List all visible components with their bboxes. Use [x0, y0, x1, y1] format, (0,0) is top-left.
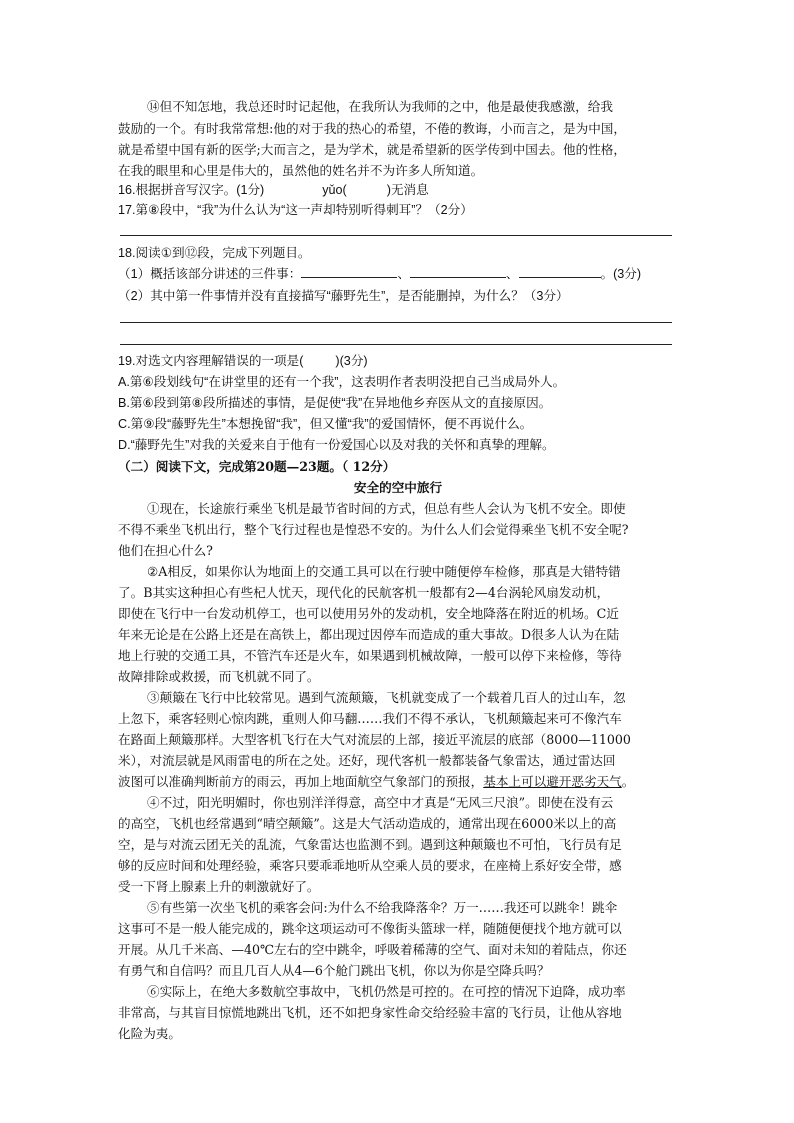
- article-p4-line-3: 空，是与对流云团无关的乱流，气象雷达也监测不到。遇到这种颠簸也不可怕，飞行员有足: [118, 837, 622, 852]
- article-p5-line-1: ⑤有些第一次坐飞机的乘客会问:为什么不给我降落伞？万一……我还可以跳伞！跳伞: [147, 900, 618, 915]
- article-title: 安全的空中旅行: [353, 480, 443, 495]
- separator: 、: [397, 267, 410, 281]
- article-p4-line-2: 的高空，飞机也经常遇到“晴空颠簸”。这是大气活动造成的，通常出现在6000米以上的高: [118, 816, 617, 831]
- article-p3-line-2: 上忽下，乘客轻则心惊肉跳，重则人仰马翻……我们不得不承认，飞机颠簸起来可不像汽车: [118, 711, 622, 726]
- answer-blank-18-1[interactable]: [301, 265, 397, 278]
- article-p2-line-5: 地上行驶的交通工具，不管汽车还是火车，如果遇到机械故障，一般可以停下来检修，等待: [118, 648, 622, 663]
- answer-blank-18-3[interactable]: [519, 265, 601, 278]
- underlined-sentence: 基本上可以避开恶劣天气: [483, 774, 622, 789]
- answer-line-17[interactable]: [120, 235, 672, 236]
- article-p4-line-5: 受一下肾上腺素上升的刺激就好了。: [118, 879, 320, 894]
- question-19-points: )(3分): [335, 354, 368, 368]
- article-p3-end: 。: [621, 774, 635, 789]
- article-p2-line-4: 年来无论是在公路上还是在高铁上，都出现过因停车而造成的重大事故。D很多人认为在陆: [118, 627, 620, 642]
- article-p3-line-5: [118, 772, 678, 791]
- article-p3-line-1: ③颠簸在飞行中比较常见。遇到气流颠簸，飞机就变成了一个载着几百人的过山车，忽: [147, 690, 626, 705]
- passage-p14-line-2: 鼓励的一个。有时我常常想:他的对于我的热心的希望，不倦的教诲，小而言之，是为中国，: [118, 121, 626, 136]
- article-p2-line-3: 即使在飞行中一台发动机停工，也可以使用另外的发动机，安全地降落在附近的机场。C近: [118, 606, 619, 621]
- question-16-text: 16.根据拼音写汉字。(1分): [118, 183, 265, 197]
- question-16-pinyin: yǔo(: [322, 183, 347, 197]
- answer-line-18-b[interactable]: [120, 344, 672, 345]
- article-p6-line-1: ⑥实际上，在绝大多数航空事故中，飞机仍然是可控的。在可控的情况下迫降，成功率: [147, 984, 626, 999]
- option-a: A.第⑥段划线句“在讲堂里的还有一个我”，这表明作者表明没把自己当成局外人。: [118, 375, 566, 389]
- passage-p14-line-1: ⑭但不知怎地，我总还时时记起他，在我所认为我师的之中，他是最使我感激，给我: [147, 99, 613, 114]
- question-18-sub1-prefix: （1）概括该部分讲述的三件事：: [118, 267, 302, 281]
- article-p6-line-3: 化险为夷。: [118, 1026, 181, 1041]
- article-p2-line-6: 故障排除或救援，而飞机就不同了。: [118, 669, 320, 684]
- article-p3-line-4: 米），对流层就是风雨雷电的所在之处。还好，现代客机一般都装备气象雷达，通过雷达回: [118, 753, 616, 768]
- article-p4-line-4: 够的反应时间和处理经验，乘客只要乖乖地听从空乘人员的要求，在座椅上系好安全带，感: [118, 858, 622, 873]
- question-19: [118, 352, 678, 371]
- question-16-suffix: )无消息: [386, 183, 429, 197]
- article-p1-line-3: 他们在担心什么?: [118, 543, 213, 558]
- question-19-stem: 19.对选文内容理解错误的一项是(: [118, 354, 304, 368]
- question-18-sub1-suffix: 。(3分): [600, 267, 642, 281]
- article-p4-line-1: ④不过，阳光明媚时，你也别洋洋得意，高空中才真是“无风三尺浪”。即使在没有云: [147, 795, 614, 810]
- passage-p14-line-4: 在我的眼里和心里是伟大的，虽然他的姓名并不为许多人所知道。: [118, 163, 484, 178]
- answer-blank-18-2[interactable]: [410, 265, 506, 278]
- article-p3-line-5-text: 波图可以准确判断前方的雨云，再加上地面航空气象部门的预报，: [118, 774, 484, 789]
- option-b: B.第⑥段到第⑧段所描述的事情，是促使“我”在异地他乡弃医从文的直接原因。: [118, 396, 552, 410]
- question-18-sub1: [118, 265, 678, 284]
- article-p5-line-3: 开展。从几千米高、—40℃左右的空中跳伞，呼吸着稀薄的空气、面对未知的着陆点，你还: [118, 942, 627, 957]
- article-p3-line-3: 在路面上颠簸那样。大型客机飞行在大气对流层的上部，接近平流层的底部（8000—11000: [118, 732, 631, 747]
- article-p1-line-1: ①现在，长途旅行乘坐飞机是最节省时间的方式，但总有些人会认为飞机不安全。即使: [147, 501, 626, 516]
- article-p2-line-2: 了。B其实这种担心有些杞人忧天，现代化的民航客机一般都有2—4台涡轮风扇发动机，: [118, 585, 610, 600]
- question-18: 18.阅读①到⑫段，完成下列题目。: [118, 246, 311, 260]
- question-16: [118, 181, 678, 200]
- option-c: C.第⑨段“藤野先生”本想挽留“我”，但又懂“我”的爱国情怀，便不再说什么。: [118, 417, 533, 431]
- question-17: 17.第⑧段中，“我”为什么认为“这一声却特别听得刺耳”？（2分）: [118, 203, 473, 217]
- article-p5-line-4: 有勇气和自信吗？而且几百人从4—6个舱门跳出飞机，你以为你是空降兵吗？: [118, 963, 550, 978]
- article-p6-line-2: 非常高，与其盲目惊慌地跳出飞机，还不如把身家性命交给经验丰富的飞行员，让他从容地: [118, 1005, 622, 1020]
- article-p1-line-2: 不得不乘坐飞机出行，整个飞行过程也是惶恐不安的。为什么人们会觉得乘坐飞机不安全呢?: [118, 522, 629, 537]
- passage-p14-line-3: 就是希望中国有新的医学;大而言之，是为学术，就是希望新的医学传到中国去。他的性格，: [118, 142, 626, 157]
- article-p5-line-2: 这事可不是一般人能完成的，跳伞这项运动可不像街头篮球一样，随随便便找个地方就可以: [118, 921, 622, 936]
- question-18-sub2: （2）其中第一件事情并没有直接描写“藤野先生”，是否能删掉，为什么？（3分）: [118, 289, 569, 303]
- section-2-header: （二）阅读下文，完成第20题—23题。（ 12分）: [118, 459, 396, 474]
- answer-line-18-a[interactable]: [120, 322, 672, 323]
- option-d: D.“藤野先生”对我的关爱来自于他有一份爱国心以及对我的关怀和真挚的理解。: [118, 438, 555, 452]
- separator: 、: [505, 267, 519, 281]
- article-p2-line-1: ②A相反，如果你认为地面上的交通工具可以在行驶中随便停车检修，那真是大错特错: [147, 564, 621, 579]
